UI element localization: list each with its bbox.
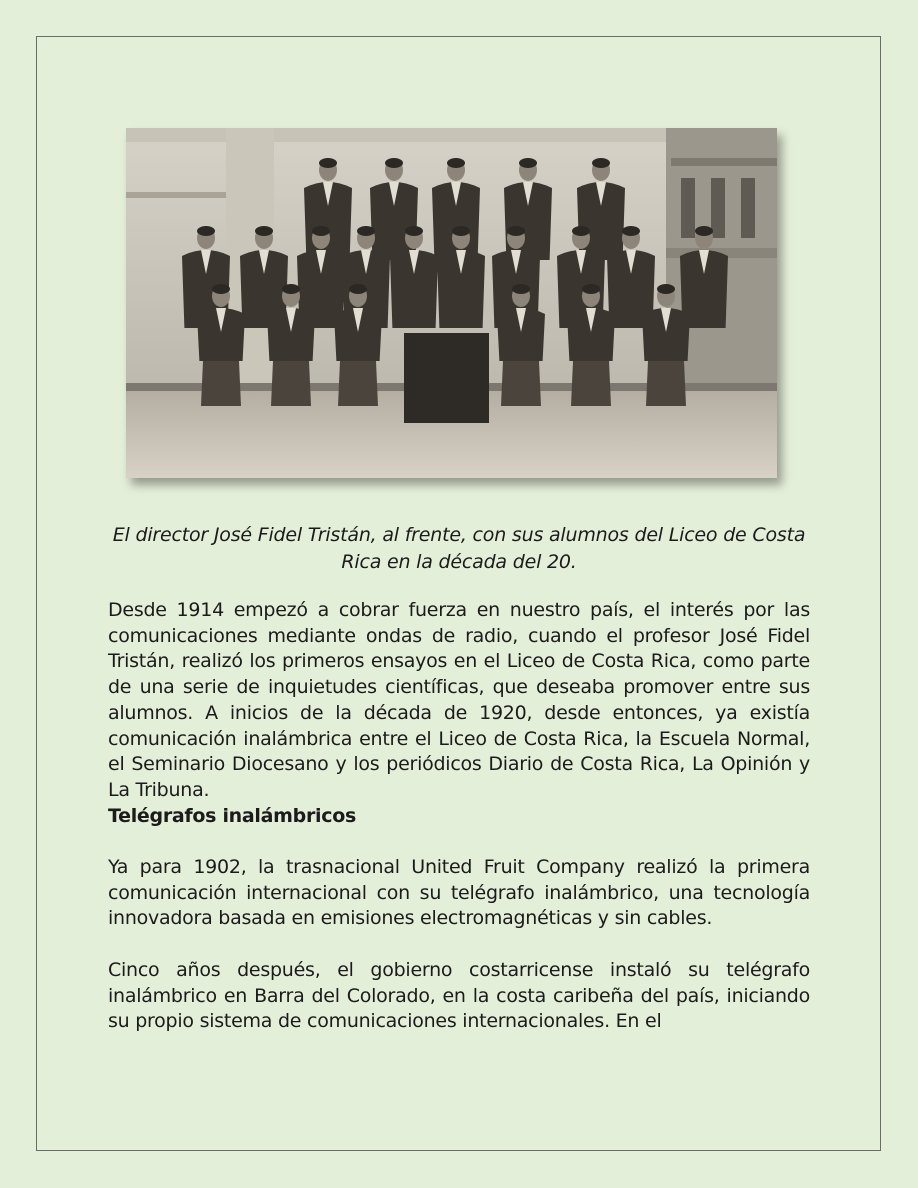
paragraph-barra-colorado: Cinco años después, el gobierno costarricense instaló su telégrafo inalámbrico en Barra del Colorado, en la costa caribeña del país, iniciando su propio sistema de comunicaciones internacionales. En el — [108, 958, 810, 1033]
historical-group-photo — [126, 128, 777, 478]
paragraph-united-fruit: Ya para 1902, la trasnacional United Fruit Company realizó la primera comunicación internacional con su telégrafo inalámbrico, una tecnología innovadora basada en emisiones electromagnéticas y sin cables. — [108, 856, 810, 930]
paragraph-intro: Desde 1914 empezó a cobrar fuerza en nuestro país, el interés por las comunicaciones mediante ondas de radio, cuando el profesor José Fidel Tristán, realizó los primeros ensayos en el Liceo de Costa Rica, como parte de una serie de inquietudes científicas, que deseaba promover entre sus alumnos. A inicios de la década de 1920, desde entonces, ya existía comunicación inalámbrica entre el Liceo de Costa Rica, la Escuela Normal, el Seminario Diocesano y los periódicos Diario de Costa Rica, La Opinión y La Tribuna. — [108, 599, 810, 801]
photo-caption: El director José Fidel Tristán, al frente, con sus alumnos del Liceo de Costa Rica en la década del 20. — [112, 524, 806, 573]
table-with-apparatus — [404, 333, 489, 423]
section-heading: Telégrafos inalámbricos — [108, 804, 356, 827]
article-body — [108, 598, 810, 1035]
spacer — [108, 932, 810, 958]
spacer — [108, 829, 810, 855]
